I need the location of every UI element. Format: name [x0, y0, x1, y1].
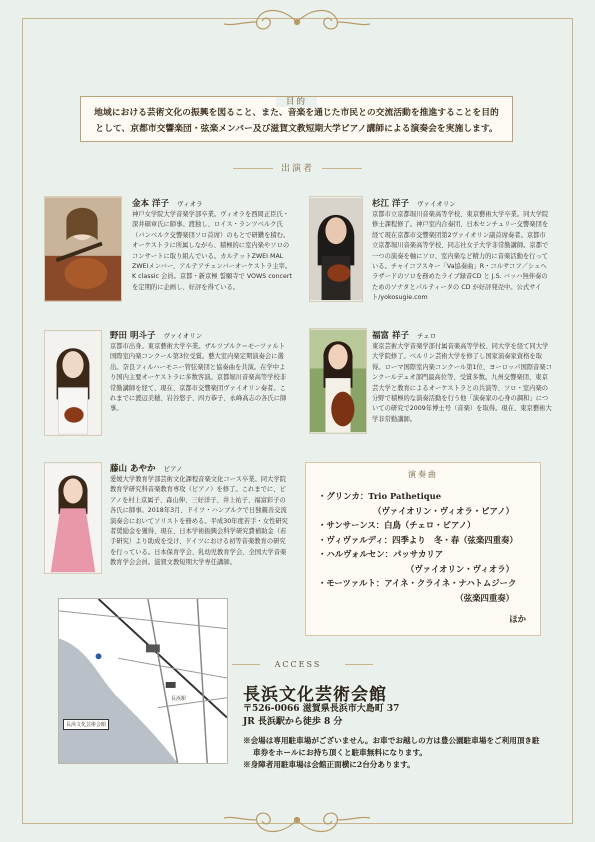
- performer-name: 福富 祥子: [372, 331, 409, 341]
- program-box: [305, 462, 541, 636]
- performer-photo: [44, 330, 102, 436]
- parking-note: ※身障者用駐車場は会館正面横に2台分あります。: [243, 760, 415, 769]
- parking-note: ※会場は専用駐車場がございません。お車でお越しの方は豊公園駐車場をご利用頂き駐車券をホールにお持ち頂くと駐車無料になります。: [243, 736, 540, 757]
- performer-photo: [309, 328, 367, 434]
- venue-name: 長浜文化芸術会館: [243, 685, 387, 705]
- parking-notes: [243, 735, 543, 771]
- venue-address: [243, 703, 399, 729]
- access-divider-right: [345, 664, 373, 665]
- performer-bio: 愛媛大学教育学部芸術文化課程音楽文化コース卒業。同大学院教育学研究科音楽教育専攻（ピアノ）を修了。これまでに、ピアノを村上京属子、森山伸、三好洋子、井上祐子、福富彩子の各氏に師事。2018年3月、ドイツ・ハンブルクで日独親善交流演奏会においてソリストを務める。平成30年度若手・女性研究者奨励金を獲得、現在、日本学術振興会科学研究費補助金（若手研究）より助成を受け、ドイツにおける初等音楽教育の研究を行っている。日本保育学会、乳幼児教育学会、全国大学音楽教育学会会員。滋賀文教短期大学専任講師。: [110, 476, 288, 567]
- program-title: 演奏曲: [408, 470, 438, 479]
- performer-photo: [309, 196, 363, 302]
- performer-instrument: チェロ: [416, 332, 437, 340]
- performer-instrument: ピアノ: [163, 465, 183, 473]
- purpose-box: [80, 96, 513, 142]
- performer-bio: 京都市立京都堀川音楽高等学校、東京藝術大学卒業。同大学院修士課程修了。神戸室内合奏団、日本センチュリー交響楽団を経て現在京都市交響楽団第2ヴァイオリン副首席奏者。京都市立京都堀川音楽高等学校、同志社女子大学非常勤講師。京都で一つの演奏を軸にソロ、室内楽など精力的に音楽活動を行っている。チャイコフスキー「Va協奏曲」R・コルサコフ／シェヘラザードのソロを務めたライブ録音CD と J.S. バッハ無伴奏のためのソナタとパルティータの CD が好評発売中。公式サイト/yokosugie.com: [372, 211, 549, 302]
- program-item: ・モーツァルト：アイネ・クライネ・ナハトムジーク （弦楽四重奏）: [318, 578, 517, 603]
- performer-name: 野田 明斗子: [110, 331, 156, 341]
- cast-heading: 出演者: [200, 161, 395, 174]
- performer-instrument: ヴィオラ: [176, 200, 203, 208]
- performer-bio: 京都市出身。東京藝術大学卒業。ザルツブルク＝モーツァルト国際室内楽コンクール第3位受賞。藝大室内楽定期演奏会に選出。奈良フィルハーモニー管弦楽団と協奏曲を共演。在学中より国内主要オーケストラに多数客演。京都堀川音楽高等学校非常勤講師を経て、現在、京都市交響楽団ヴァイオリン奏者。これまでに渡辺美穂、岩谷悠子、四方恭子、永峰高志の各氏に師事。: [110, 343, 287, 413]
- program-extra: ほか: [509, 614, 526, 624]
- performer-instrument: ヴァイオリン: [163, 332, 203, 340]
- access-label: ACCESS: [274, 660, 322, 669]
- ornament-bottom-icon: [222, 800, 372, 840]
- purpose-text: 地域における芸術文化の振興を図ること、また、音楽を通じた市民との交流活動を推進することを目的として、京都市交響楽団・弦楽メンバー及び滋賀文教短期大学ピアノ講師による演奏会を実施します。: [94, 108, 499, 134]
- program-item: ・グリンカ：Trio Pathetique （ヴァイオリン・ヴィオラ・ピアノ）: [318, 491, 514, 516]
- directions-line: JR 長浜駅から徒歩 8 分: [243, 717, 343, 727]
- performer-instrument: ヴァイオリン: [416, 200, 456, 208]
- performer-name: 金本 洋子: [132, 199, 169, 209]
- performer-photo: [44, 462, 102, 574]
- performer-name: 藤山 あやか: [110, 464, 156, 474]
- program-item: ・ハルヴォルセン：パッサカリア （ヴァイオリン・ヴィオラ）: [318, 549, 514, 574]
- performer-bio: 東京芸術大学音楽学部付属音楽高等学校、同大学を経て同大学大学院修了。ベルリン芸術大学を修了し国家演奏家資格を取得。ローマ国際室内楽コンクール第1位、ヨーロッパ国際音楽コンクールデュオ部門最高位等、受賞多数。九州交響楽団、東京芸大学と教育によるオーケストラとの共演等、ソロ・室内楽の分野で積極的な演奏活動を行う他「演奏家の心身の調和」についての研究で2009年博士号（音楽）を取得。現在、東京藝術大学非常勤講師。: [372, 343, 552, 423]
- map-station-tag: 長浜駅: [171, 696, 187, 702]
- purpose-title: 目的: [276, 97, 317, 107]
- access-map: [58, 598, 228, 764]
- performer-bio: 神戸女学院大学音楽学部卒業。ヴィオラを西岡正臣氏・深井碩章氏に師事。渡独し、ロイス・ランツベルク氏（バンベルク交響楽団ソロ首席）のもとで研鑽を積む。オーケストラに所属しながら、積極的に室内楽やソロのコンサートに取り組んでいる。カルテットZWEI MAL ZWEIメンバー、アルテアチェンバーオーケストラ主宰。K classic 会員。京都・新京極 誓願寺で VOWS concert を定期的に企画し、好評を得ている。: [132, 211, 292, 291]
- program-item: ・サンサーンス：白鳥（チェロ・ピアノ）: [318, 520, 476, 530]
- access-divider-left: [232, 664, 260, 665]
- performer-name: 杉江 洋子: [372, 199, 409, 209]
- program-item: ・ヴィヴァルディ：四季より 冬・春（弦楽四重奏）: [318, 534, 518, 545]
- address-line: 〒526-0066 滋賀県長浜市大島町 37: [243, 704, 400, 714]
- map-venue-tag: 長浜文化芸術会館: [63, 719, 109, 730]
- program-list: [318, 489, 532, 605]
- ornament-top-icon: [222, 2, 372, 42]
- performer-photo: [44, 196, 122, 302]
